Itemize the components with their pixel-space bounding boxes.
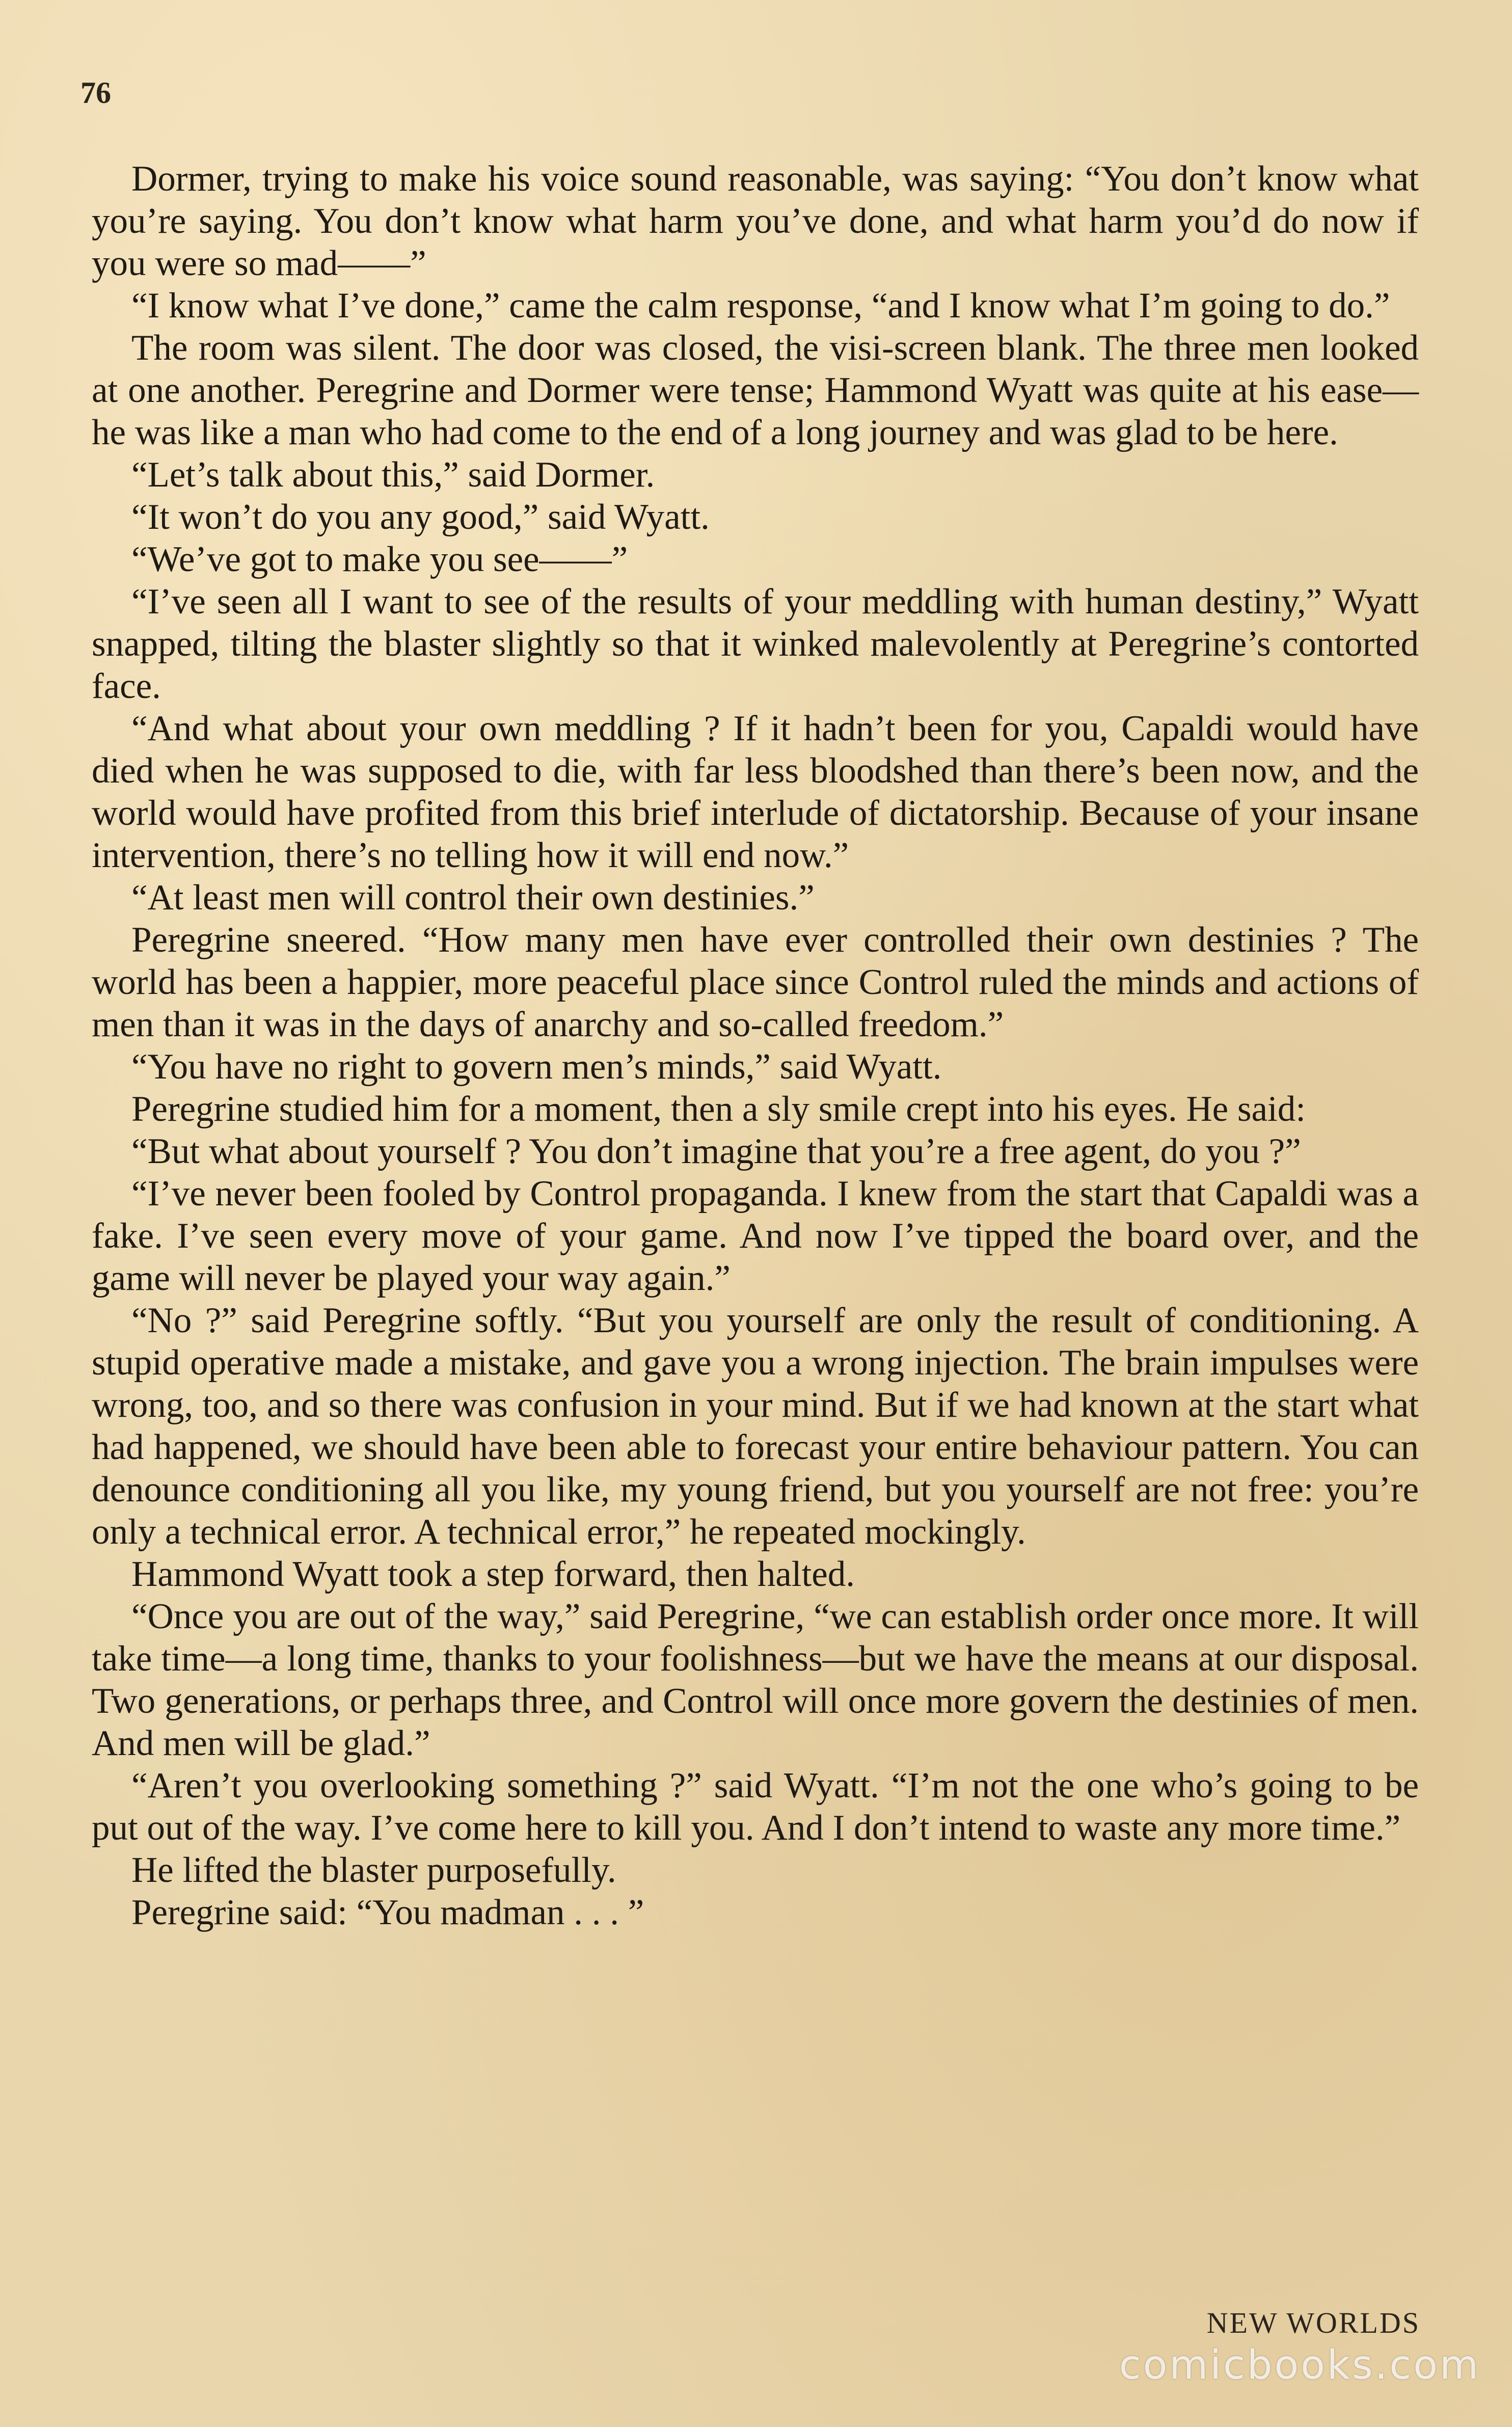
paragraph: Peregrine studied him for a moment, then a sly smile crept into his eyes. He said: <box>131 1089 1306 1129</box>
magazine-title-footer: NEW WORLDS <box>1206 2306 1420 2339</box>
paragraph: “Aren’t you overlooking something ?” said Wyatt. “I’m not the one who’s going to be put out of the way. I’ve come here to kill you. And I don’t intend to waste any more time.” <box>92 1766 1419 1848</box>
paragraph: “But what about yourself ? You don’t imagine that you’re a free agent, do you ?” <box>131 1131 1301 1171</box>
paragraph: “I’ve seen all I want to see of the results of your meddling with human destiny,” Wyatt snapped, tilting the blaster slightly so that it winked malevolently at Peregrine’s contorted face. <box>92 582 1419 706</box>
paragraph: “We’ve got to make you see——” <box>131 540 628 579</box>
paragraph: He lifted the blaster purposefully. <box>131 1850 616 1890</box>
paragraph: Dormer, trying to make his voice sound reasonable, was saying: “You don’t know what you’re saying. You don’t know what harm you’ve done, and what harm you’d do now if you were so mad——” <box>92 159 1419 283</box>
paragraph: “You have no right to govern men’s minds,” said Wyatt. <box>131 1047 942 1087</box>
paragraph: “I’ve never been fooled by Control propaganda. I knew from the start that Capaldi was a fake. I’ve seen every move of your game. And now I’ve tipped the board over, and the game will never be played your way again.” <box>92 1174 1419 1298</box>
paragraph: “I know what I’ve done,” came the calm response, “and I know what I’m going to do.” <box>131 286 1390 326</box>
paragraph: “Let’s talk about this,” said Dormer. <box>131 455 655 495</box>
paragraph: “Once you are out of the way,” said Peregrine, “we can establish order once more. It will take time—a long time, thanks to your foolishness—but we have the means at our disposal. Two generations, or perhaps three, and Control will once more govern the destinies of men. And men will be glad.” <box>92 1597 1419 1763</box>
paragraph: “No ?” said Peregrine softly. “But you yourself are only the result of conditioning. A stupid operative made a mistake, and gave you a wrong injection. The brain impulses were wrong, too, and so there was confusion in your mind. But if we had known at the start what had happened, we should have been able to forecast your entire behaviour pattern. You can denounce conditioning all you like, my young friend, but you yourself are not free: you’re only a technical error. A technical error,” he repeated mockingly. <box>92 1301 1419 1552</box>
paragraph: The room was silent. The door was closed, the visi-screen blank. The three men looked at one another. Peregrine and Dormer were tense; Hammond Wyatt was quite at his ease—he was like a man who had come to the end of a long journey and was glad to be here. <box>92 328 1419 452</box>
story-text <box>92 158 1419 1934</box>
paragraph: Hammond Wyatt took a step forward, then halted. <box>131 1554 855 1594</box>
paragraph: Peregrine said: “You madman . . . ” <box>131 1893 644 1932</box>
watermark: comicbooks.com <box>1119 2342 1480 2388</box>
page-number: 76 <box>80 76 111 110</box>
paragraph: “It won’t do you any good,” said Wyatt. <box>131 497 710 537</box>
paragraph: “And what about your own meddling ? If it hadn’t been for you, Capaldi would have died when he was supposed to die, with far less bloodshed than there’s been now, and the world would have profited from this brief interlude of dictatorship. Because of your insane intervention, there’s no telling how it will end now.” <box>92 709 1419 875</box>
paragraph: “At least men will control their own destinies.” <box>131 878 815 918</box>
paragraph: Peregrine sneered. “How many men have ever controlled their own destinies ? The world has been a happier, more peaceful place since Control ruled the minds and actions of men than it was in the days of anarchy and so-called freedom.” <box>92 920 1419 1044</box>
